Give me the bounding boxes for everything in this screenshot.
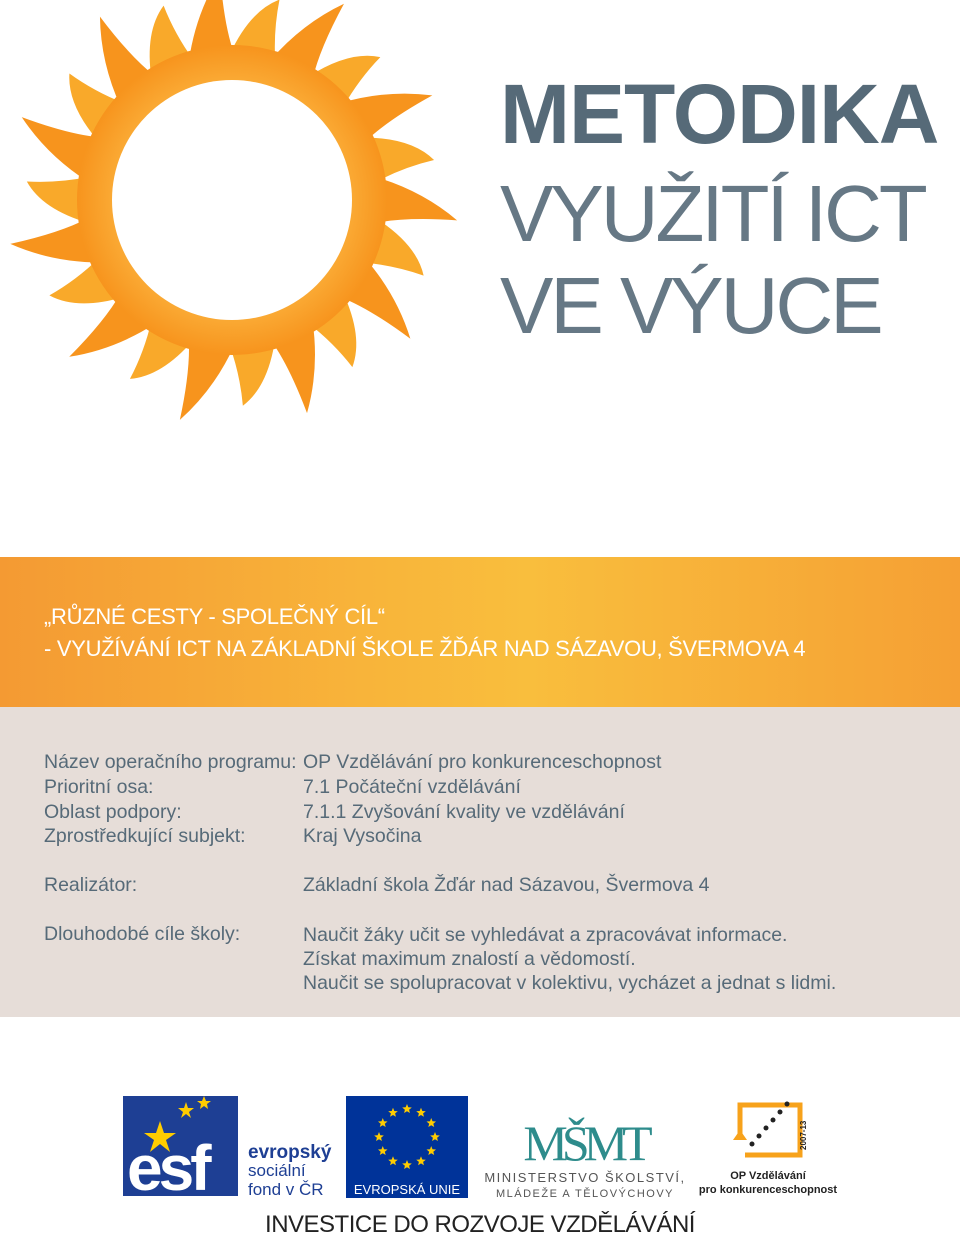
area-label: Oblast podpory: (44, 801, 182, 823)
op-dot-icon (771, 1118, 776, 1123)
esf-line-1: evropský (248, 1142, 332, 1163)
intermediary-label: Zprostředkující subjekt: (44, 825, 246, 847)
goal-item: Naučit žáky učit se vyhledávat a zpracovávat informace. (303, 924, 788, 946)
intermediary-value: Kraj Vysočina (303, 825, 422, 847)
implementer-value: Základní škola Žďár nad Sázavou, Švermova 4 (303, 874, 710, 896)
op-arrow-icon (733, 1130, 747, 1140)
area-value: 7.1.1 Zvyšování kvality ve vzdělávání (303, 801, 625, 823)
msmt-line-1: MINISTERSTVO ŠKOLSTVÍ, (484, 1170, 686, 1185)
sun-illustration (0, 0, 470, 450)
goals-label: Dlouhodobé cíle školy: (44, 923, 241, 945)
op-line-1: OP Vzdělávání (730, 1170, 806, 1182)
footer-slogan: INVESTICE DO ROZVOJE VZDĚLÁVÁNÍ (265, 1211, 695, 1238)
document-subtitle (500, 168, 925, 352)
project-name-line-2: - VYUŽÍVÁNÍ ICT NA ZÁKLADNÍ ŠKOLE ŽĎÁR NAD SÁZAVOU, ŠVERMOVA 4 (44, 636, 806, 661)
op-dot-icon (757, 1134, 762, 1139)
goal-item: Získat maximum znalostí a vědomostí. (303, 948, 636, 970)
op-years: 2007-13 (799, 1120, 808, 1150)
msmt-logo (484, 1115, 685, 1200)
subtitle-line-1: VYUŽITÍ ICT (500, 169, 925, 258)
subtitle-line-2: VE VÝUCE (500, 261, 881, 350)
project-name-line-1: „RŮZNÉ CESTY - SPOLEČNÝ CÍL“ (44, 604, 385, 629)
goal-item: Naučit se spolupracovat v kolektivu, vycházet a jednat s lidmi. (303, 972, 837, 994)
program-value: OP Vzdělávání pro konkurenceschopnost (303, 751, 662, 773)
op-frame (740, 1105, 800, 1155)
op-dot-icon (778, 1110, 783, 1115)
esf-mark: esf (127, 1132, 208, 1204)
op-line-2: pro konkurenceschopnost (698, 1184, 838, 1196)
op-dot-icon (764, 1126, 769, 1131)
op-dot-icon (785, 1102, 790, 1107)
sun-ray (375, 177, 457, 223)
document-title: METODIKA (500, 67, 939, 161)
goals-list (303, 923, 836, 995)
axis-value: 7.1 Počáteční vzdělávání (303, 776, 521, 798)
eu-logo (346, 1096, 468, 1198)
eu-label: EVROPSKÁ UNIE (353, 1182, 461, 1197)
axis-label: Prioritní osa: (44, 776, 154, 798)
implementer-label: Realizátor: (44, 874, 138, 896)
esf-line-2: sociální (248, 1161, 306, 1180)
project-banner (0, 557, 960, 707)
esf-line-3: fond v ČR (248, 1180, 324, 1199)
msmt-mark: MŠMT (523, 1115, 647, 1171)
op-dot-icon (750, 1142, 755, 1147)
project-info-panel (0, 707, 960, 1017)
esf-logo (123, 1096, 332, 1204)
program-label: Název operačního programu: (44, 751, 297, 773)
sun-center (112, 80, 352, 320)
msmt-line-2: MLÁDEŽE A TĚLOVÝCHOVY (495, 1188, 675, 1200)
op-vk-logo (699, 1102, 837, 1197)
